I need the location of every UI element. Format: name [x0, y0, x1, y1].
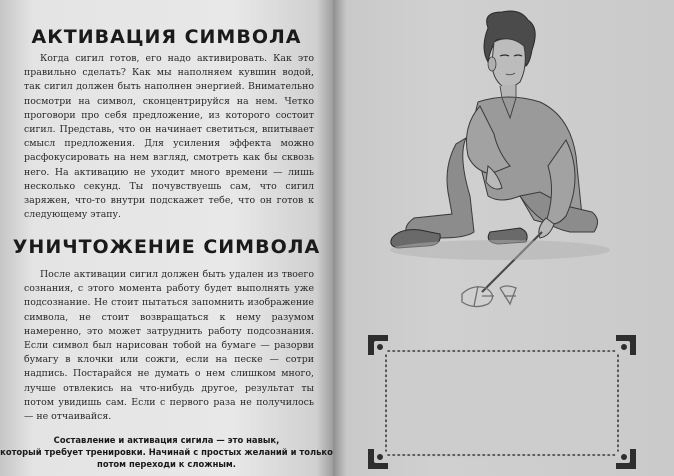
- boy-face: [492, 39, 525, 88]
- left-page: [0, 0, 333, 476]
- notes-frame: [366, 333, 638, 471]
- section-title-destruction: УНИЧТОЖЕНИЕ СИМВОЛА: [12, 236, 321, 258]
- tip-line-1: Составление и активация сигила — это навык,: [53, 435, 280, 445]
- section-title-activation: АКТИВАЦИЯ СИМВОЛА: [31, 26, 302, 48]
- tip-line-2: который требует тренировки. Начинай с простых желаний и только: [0, 447, 333, 457]
- destruction-paragraph: После активации сигил должен быть удален из твоего сознания, с этого момента работу будет выполнять уже подсознание. Не стоит пытаться запомнить изображение символа, не стоит возвращаться к нему разумом намеренно, это может затруднить работу подсознания. Если символ был нарисован тобой на бумаге — разорви бумагу в клочки или сожги, если на песке — сотри надпись. Постарайся не думать о нем слишком много, лучше отвлекись на что-нибудь другое, результат ты потом увидишь сам. Если с первого раза не получилось — не отчаивайся.: [24, 269, 314, 423]
- tip-line-3: потом переходи к сложным.: [97, 459, 236, 469]
- boy-trousers: [406, 138, 474, 238]
- boy-illustration: [370, 6, 620, 326]
- tip-note: [0, 434, 333, 470]
- sand-sigil: [462, 286, 516, 307]
- activation-paragraph: Когда сигил готов, его надо активировать. Как это правильно сделать? Как мы наполняем кувшин водой, так сигил должен быть наполнен энергией. Внимательно посмотри на символ, сконцентрируйся на нем. Четко проговори про себя предложение, из которого состоит сигил. Представь, что он начинает светиться, впитывает смысл предложения. Для усиления эффекта можно расфокусировать на нем взгляд, смотреть как бы сквозь него. На активацию не уходит много времени — лишь несколько секунд. Ты почувствуешь сам, что сигил заряжен, что-то внутри подскажет тебе, что он готов к следующему этапу.: [24, 53, 314, 221]
